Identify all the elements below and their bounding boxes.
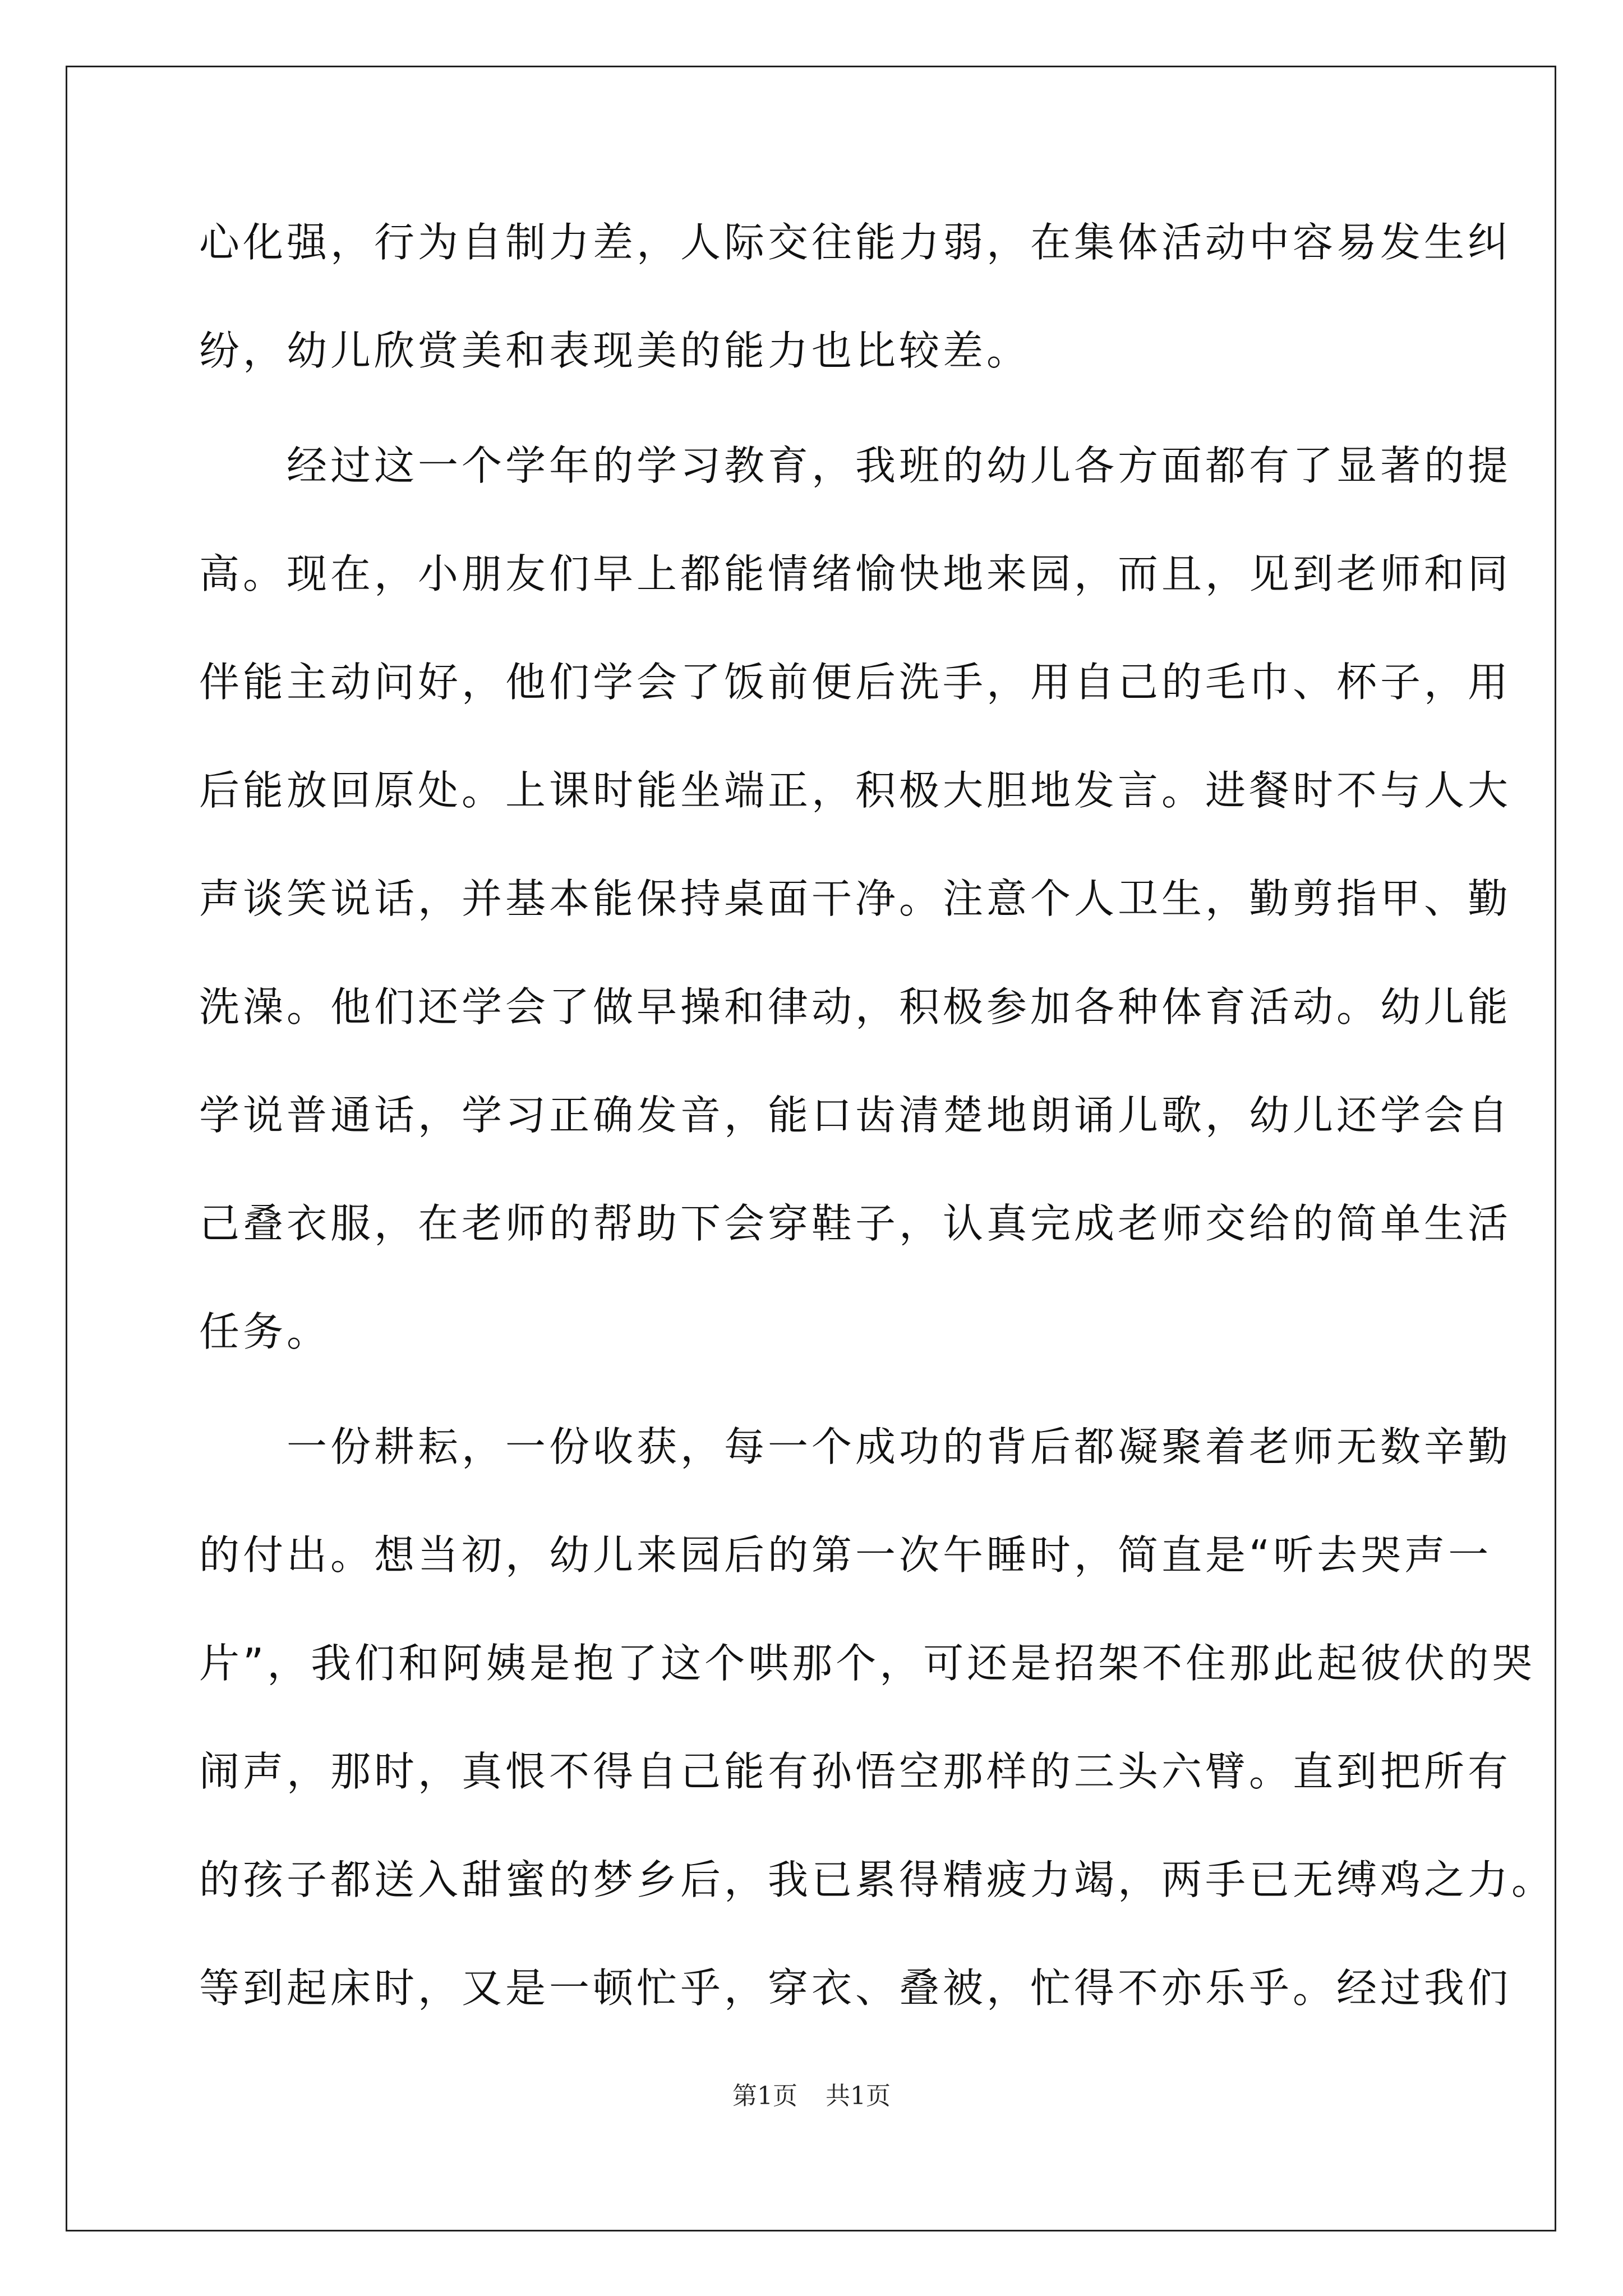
text-line: 心化强，行为自制力差，人际交往能力弱，在集体活动中容易发生纠 xyxy=(199,219,1512,266)
text-line: 经过这一个学年的学习教育，我班的幼儿各方面都有了显著的提 xyxy=(199,442,1512,489)
text-line: 的付出。想当初，幼儿来园后的第一次午睡时，简直是“听去哭声一 xyxy=(199,1531,1492,1579)
text-line: 洗澡。他们还学会了做早操和律动，积极参加各种体育活动。幼儿能 xyxy=(199,983,1512,1030)
text-line: 任务。 xyxy=(199,1308,331,1355)
text-line: 纷，幼儿欣赏美和表现美的能力也比较差。 xyxy=(199,327,1031,374)
text-line: 高。现在，小朋友们早上都能情绪愉快地来园，而且，见到老师和同 xyxy=(199,550,1512,597)
text-line: 后能放回原处。上课时能坐端正，积极大胆地发言。进餐时不与人大 xyxy=(199,767,1512,814)
text-line: 己叠衣服，在老师的帮助下会穿鞋子，认真完成老师交给的简单生活 xyxy=(199,1200,1512,1247)
text-line: 等到起床时，又是一顿忙乎，穿衣、叠被，忙得不亦乐乎。经过我们 xyxy=(199,1964,1512,2012)
text-line: 的孩子都送入甜蜜的梦乡后，我已累得精疲力竭，两手已无缚鸡之力。 xyxy=(199,1856,1556,1903)
page-number: 第1页 xyxy=(732,2082,797,2110)
text-line: 闹声，那时，真恨不得自己能有孙悟空那样的三头六臂。直到把所有 xyxy=(199,1748,1512,1795)
text-line: 片”，我们和阿姨是抱了这个哄那个，可还是招架不住那此起彼伏的哭 xyxy=(199,1640,1536,1687)
page-total: 共1页 xyxy=(826,2082,891,2110)
text-line: 声谈笑说话，并基本能保持桌面干净。注意个人卫生，勤剪指甲、勤 xyxy=(199,875,1512,922)
text-line: 学说普通话，学习正确发音，能口齿清楚地朗诵儿歌，幼儿还学会自 xyxy=(199,1092,1512,1139)
text-line: 一份耕耘，一份收获，每一个成功的背后都凝聚着老师无数辛勤 xyxy=(199,1423,1512,1470)
page-footer xyxy=(0,2076,1623,2111)
text-line: 伴能主动问好，他们学会了饭前便后洗手，用自己的毛巾、杯子，用 xyxy=(199,659,1512,706)
